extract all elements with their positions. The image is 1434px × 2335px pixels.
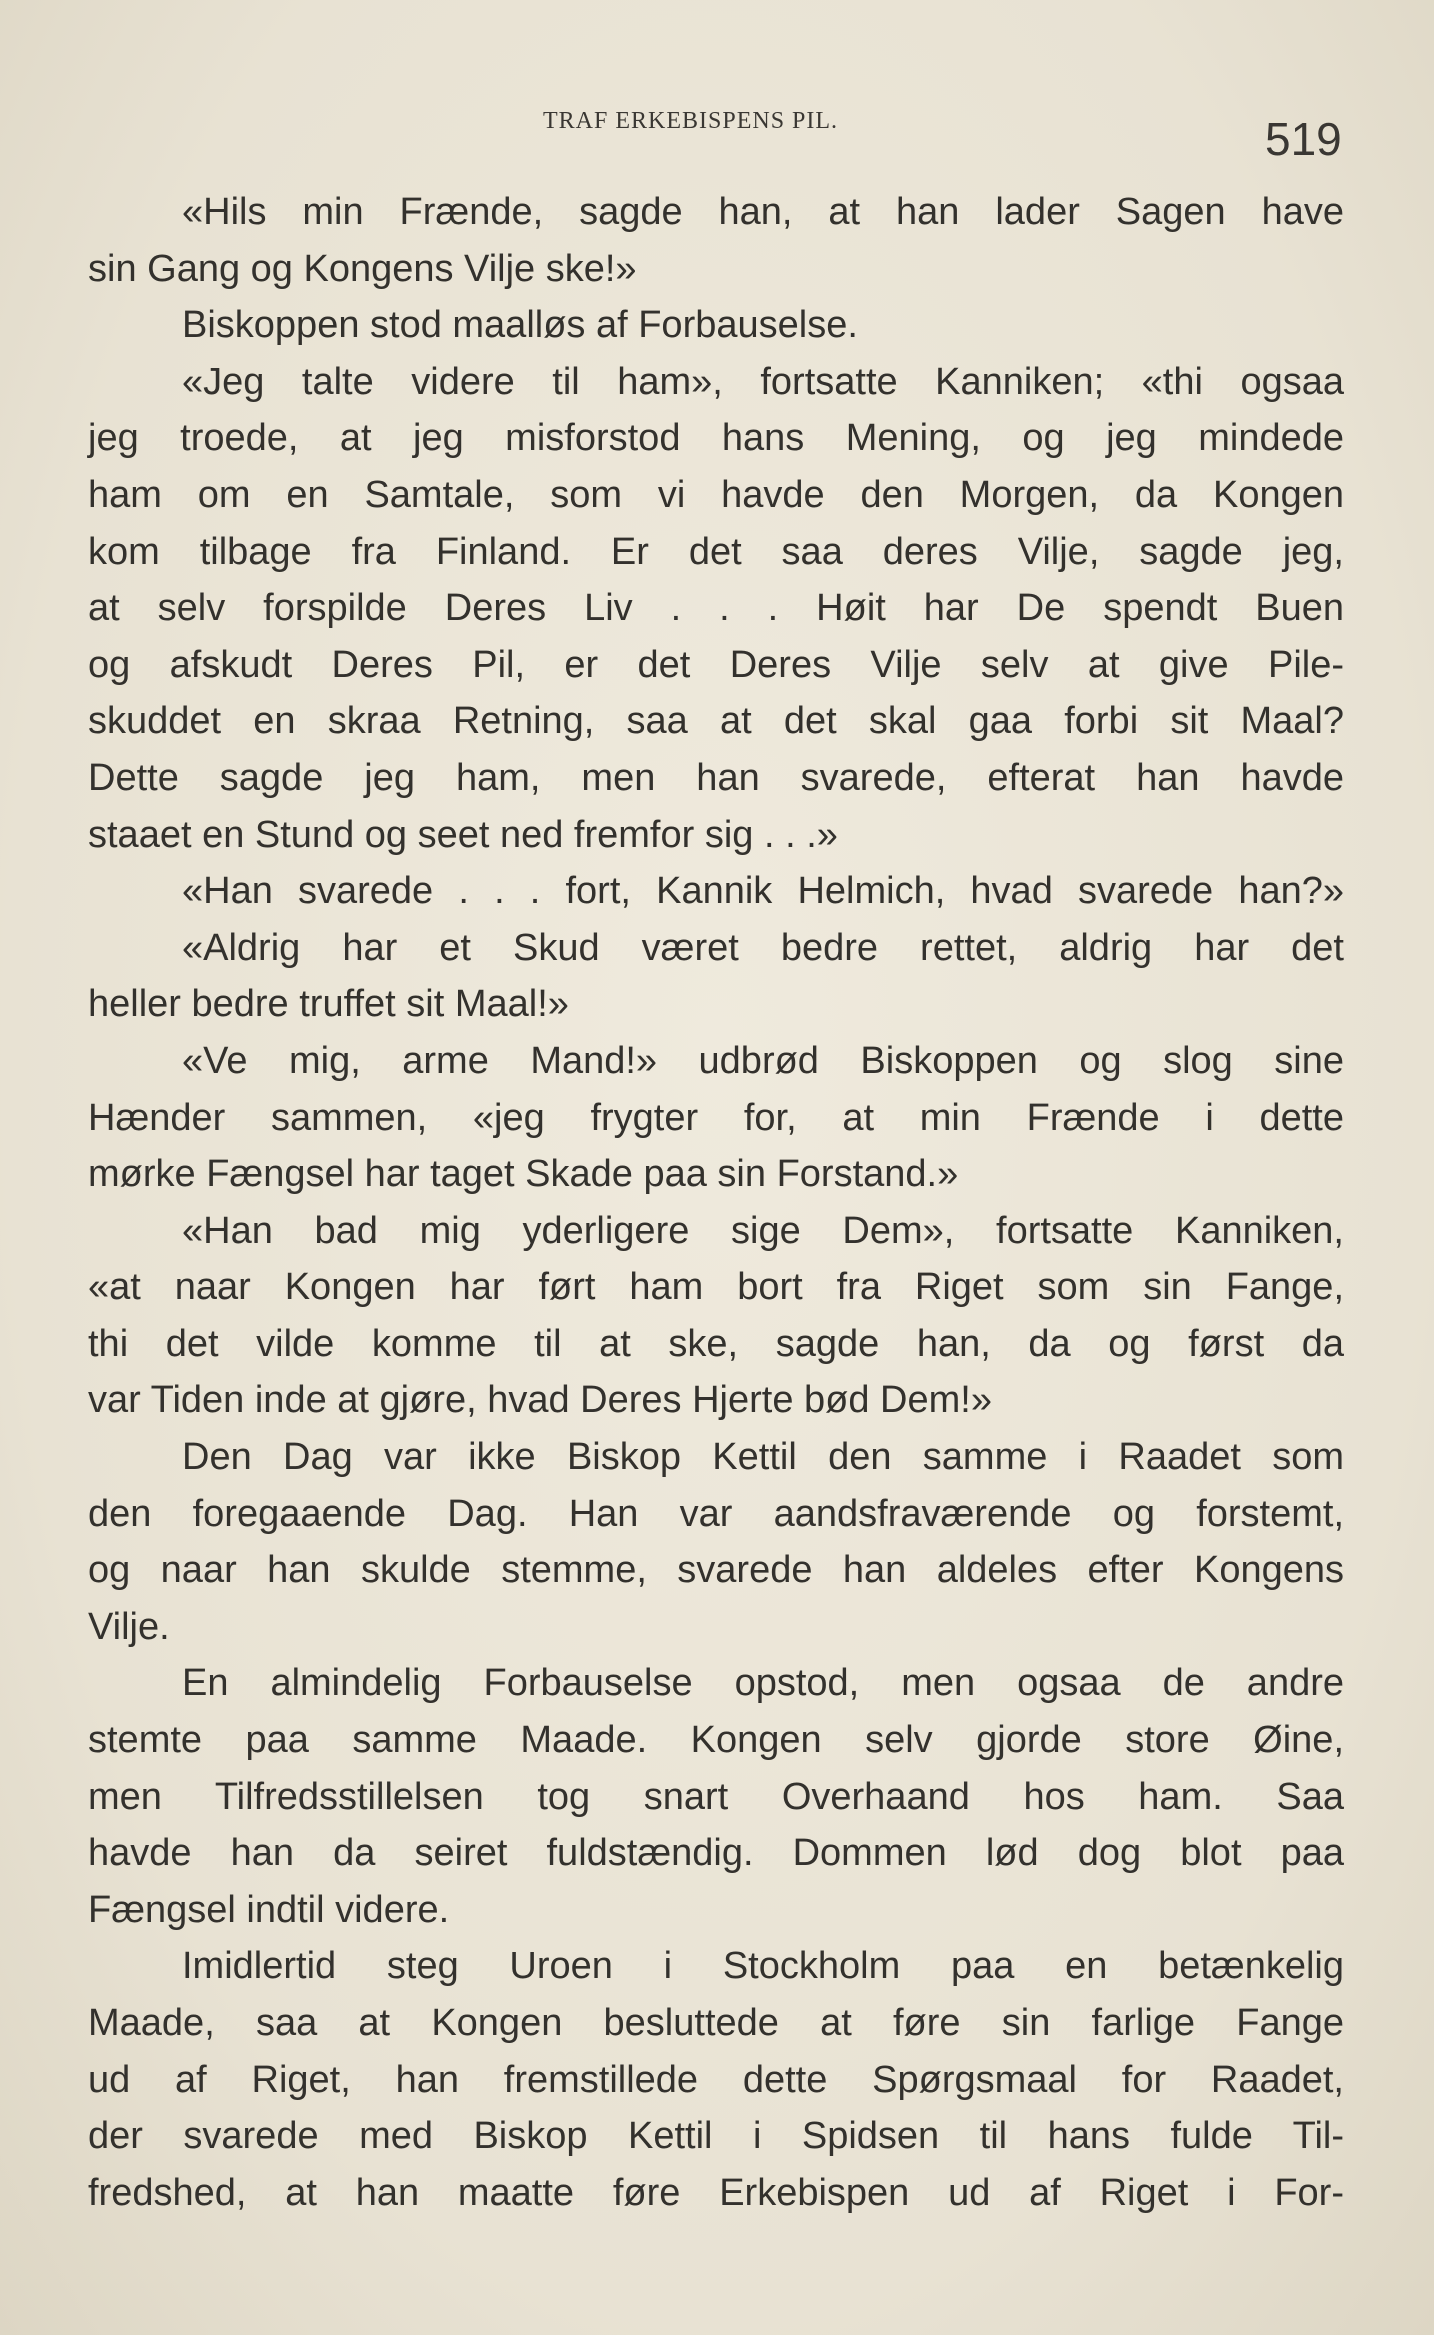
text-line: mørke Fængsel har taget Skade paa sin Forstand.» xyxy=(88,1153,959,1196)
text-line: kom tilbage fra Finland. Er det saa deres Vilje, sagde jeg, xyxy=(88,530,1344,573)
text-line: Vilje. xyxy=(88,1605,170,1648)
text-line: fredshed, at han maatte føre Erkebispen ud af Riget i For- xyxy=(88,2171,1344,2214)
text-line: den foregaaende Dag. Han var aandsfraværende og forstemt, xyxy=(88,1492,1344,1535)
text-line: thi det vilde komme til at ske, sagde han, da og først da xyxy=(88,1322,1344,1365)
text-line: «Hils min Frænde, sagde han, at han lader Sagen have xyxy=(182,191,1344,233)
text-line: var Tiden inde at gjøre, hvad Deres Hjerte bød Dem!» xyxy=(88,1379,992,1422)
text-line: «Jeg talte videre til ham», fortsatte Kanniken; «thi ogsaa xyxy=(182,360,1344,403)
text-line: og afskudt Deres Pil, er det Deres Vilje selv at give Pile- xyxy=(88,643,1344,686)
text-line: «Han bad mig yderligere sige Dem», fortsatte Kanniken, xyxy=(182,1209,1344,1252)
text-line: sin Gang og Kongens Vilje ske!» xyxy=(88,247,637,290)
running-header: TRAF ERKEBISPENS PIL. xyxy=(543,108,839,134)
text-line: Biskoppen stod maalløs af Forbauselse. xyxy=(182,304,858,347)
text-line: Hænder sammen, «jeg frygter for, at min Frænde i dette xyxy=(88,1096,1344,1139)
text-line: havde han da seiret fuldstændig. Dommen lød dog blot paa xyxy=(88,1832,1344,1875)
body-text xyxy=(88,184,1344,2221)
text-line: ud af Riget, han fremstillede dette Spørgsmaal for Raadet, xyxy=(88,2058,1344,2101)
text-line: men Tilfredsstillelsen tog snart Overhaand hos ham. Saa xyxy=(88,1775,1344,1818)
text-line: heller bedre truffet sit Maal!» xyxy=(88,983,569,1026)
text-line: Dette sagde jeg ham, men han svarede, efterat han havde xyxy=(88,756,1344,799)
text-line: at selv forspilde Deres Liv . . . Høit har De spendt Buen xyxy=(88,587,1344,630)
page-number: 519 xyxy=(1265,113,1342,165)
text-line: jeg troede, at jeg misforstod hans Mening, og jeg mindede xyxy=(88,417,1344,460)
text-line: En almindelig Forbauselse opstod, men ogsaa de andre xyxy=(182,1662,1344,1705)
text-line: Maade, saa at Kongen besluttede at føre sin farlige Fange xyxy=(88,2002,1344,2044)
text-line: Imidlertid steg Uroen i Stockholm paa en betænkelig xyxy=(182,1945,1344,1988)
text-line: «Ve mig, arme Mand!» udbrød Biskoppen og slog sine xyxy=(182,1039,1344,1082)
text-line: og naar han skulde stemme, svarede han aldeles efter Kongens xyxy=(88,1549,1344,1592)
text-line: staaet en Stund og seet ned fremfor sig . . .» xyxy=(88,813,838,856)
text-line: Den Dag var ikke Biskop Kettil den samme i Raadet som xyxy=(182,1436,1344,1479)
text-line: skuddet en skraa Retning, saa at det skal gaa forbi sit Maal? xyxy=(88,700,1344,743)
text-line: «Han svarede . . . fort, Kannik Helmich, hvad svarede han?» xyxy=(182,870,1344,913)
text-line: ham om en Samtale, som vi havde den Morgen, da Kongen xyxy=(88,473,1344,516)
text-line: der svarede med Biskop Kettil i Spidsen til hans fulde Til- xyxy=(88,2115,1344,2158)
text-line: Fængsel indtil videre. xyxy=(88,1888,450,1931)
text-line: «Aldrig har et Skud været bedre rettet, aldrig har det xyxy=(182,926,1344,969)
text-line: «at naar Kongen har ført ham bort fra Riget som sin Fange, xyxy=(88,1266,1344,1309)
text-line: stemte paa samme Maade. Kongen selv gjorde store Øine, xyxy=(88,1719,1344,1762)
